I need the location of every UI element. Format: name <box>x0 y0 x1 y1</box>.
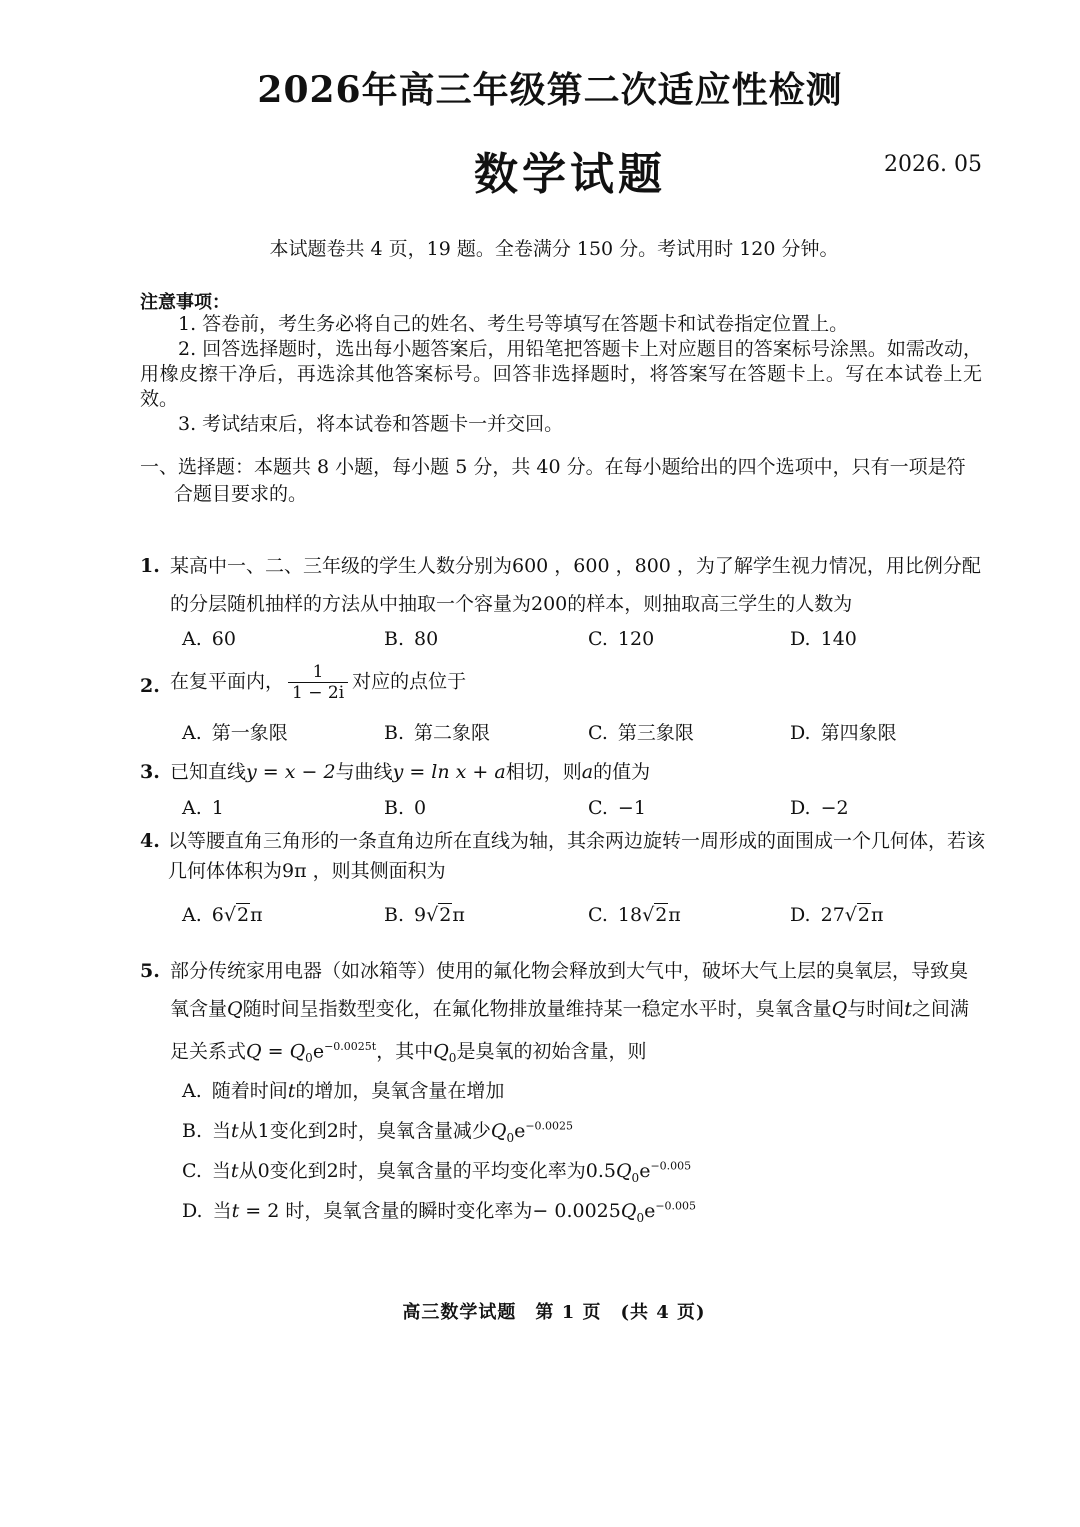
option-d[interactable]: D. 140 <box>790 628 857 650</box>
question-text: 以等腰直角三角形的一条直角边所在直线为轴，其余两边旋转一周形成的面围成一个几何体，若该几何体体积为9π ，则其侧面积为 <box>168 830 986 882</box>
option-a[interactable]: A. 6√2π <box>182 904 263 926</box>
notice-item: 2. 回答选择题时，选出每小题答案后，用铅笔把答题卡上对应题目的答案标号涂黑。如需改动，用橡皮擦干净后，再选涂其他答案标号。回答非选择题时，将答案写在答题卡上。写在本试卷上无效。 <box>140 338 982 410</box>
option-c[interactable]: C. 18√2π <box>588 904 681 926</box>
question-1 <box>140 547 985 623</box>
question-4 <box>140 826 985 886</box>
option-b[interactable]: B. 9√2π <box>384 904 465 926</box>
question-5-option-c[interactable]: C. 当t从0变化到2时，臭氧含量的平均变化率为$0.5Q_0e^{-0.005}$ <box>182 1159 692 1185</box>
option-a[interactable]: A. 60 <box>182 628 236 650</box>
question-3 <box>140 756 985 788</box>
question-number: 5. <box>140 960 160 982</box>
option-b[interactable]: B. 0 <box>384 797 427 819</box>
exam-info: 本试题卷共 4 页，19 题。全卷满分 150 分。考试用时 120 分钟。 <box>269 238 839 260</box>
option-d[interactable]: D. 第四象限 <box>790 722 897 744</box>
option-b[interactable]: B. 第二象限 <box>384 722 491 744</box>
question-number: 3. <box>140 761 160 783</box>
question-2-options <box>182 718 1002 748</box>
notice-item: 3. 考试结束后，将本试卷和答题卡一并交回。 <box>178 413 564 435</box>
question-text: 已知直线y = x − 2与曲线y = ln x + a相切，则a的值为 <box>170 761 651 783</box>
question-number: 4. <box>140 830 160 852</box>
option-a[interactable]: A. 第一象限 <box>182 722 288 744</box>
question-3-options <box>182 797 1002 827</box>
question-5-option-b[interactable]: B. 当t从1变化到2时，臭氧含量减少$Q_0e^{-0.0025}$ <box>182 1119 574 1145</box>
question-5-option-a[interactable]: A. 随着时间t的增加，臭氧含量在增加 <box>182 1080 505 1102</box>
section-heading: 一、选择题：本题共 8 小题，每小题 5 分，共 40 分。在每小题给出的四个选项中，只有一项是符合题目要求的。 <box>140 456 966 505</box>
question-number: 2. <box>140 675 160 697</box>
option-d[interactable]: D. −2 <box>790 797 849 819</box>
exam-subtitle: 数学试题 <box>474 149 666 200</box>
option-b[interactable]: B. 80 <box>384 628 439 650</box>
page-footer: 高三数学试题 第 1 页 (共 4 页) <box>402 1302 706 1323</box>
option-c[interactable]: C. −1 <box>588 797 646 819</box>
question-4-options <box>182 904 1002 934</box>
question-text: 在复平面内， $\frac{1}{1 - 2i}$ 对应的点位于 <box>170 662 467 703</box>
question-5 <box>140 952 985 1077</box>
exam-title: 2026年高三年级第二次适应性检测 <box>257 69 843 111</box>
notice-heading: 注意事项： <box>140 292 230 313</box>
question-2 <box>140 662 985 703</box>
option-d[interactable]: D. 27√2π <box>790 904 884 926</box>
question-1-options <box>182 628 1002 658</box>
option-c[interactable]: C. 第三象限 <box>588 722 694 744</box>
fraction: $\frac{1}{1 - 2i}$ <box>288 662 348 703</box>
question-text: 部分传统家用电器（如冰箱等）使用的氟化物会释放到大气中，破坏大气上层的臭氧层，导致臭氧含量Q随时间呈指数型变化，在氟化物排放量维持某一稳定水平时，臭氧含量Q与时间t之间满足关系式$Q = Q_0e^{-0.0025t}$，其中$Q_0$是臭氧的初始含量，则 <box>170 960 969 1066</box>
option-c[interactable]: C. 120 <box>588 628 655 650</box>
question-5-option-d[interactable]: D. 当t = 2 时，臭氧含量的瞬时变化率为− $0.0025Q_0e^{-0.005}$ <box>182 1199 697 1225</box>
question-text: 某高中一、二、三年级的学生人数分别为600 ，600 ，800 ，为了解学生视力情况，用比例分配的分层随机抽样的方法从中抽取一个容量为200的样本，则抽取高三学生的人数为 <box>170 555 981 615</box>
exam-date: 2026. 05 <box>884 152 982 177</box>
question-number: 1. <box>140 555 160 577</box>
option-a[interactable]: A. 1 <box>182 797 224 819</box>
notice-item: 1. 答卷前，考生务必将自己的姓名、考生号等填写在答题卡和试卷指定位置上。 <box>178 313 849 335</box>
